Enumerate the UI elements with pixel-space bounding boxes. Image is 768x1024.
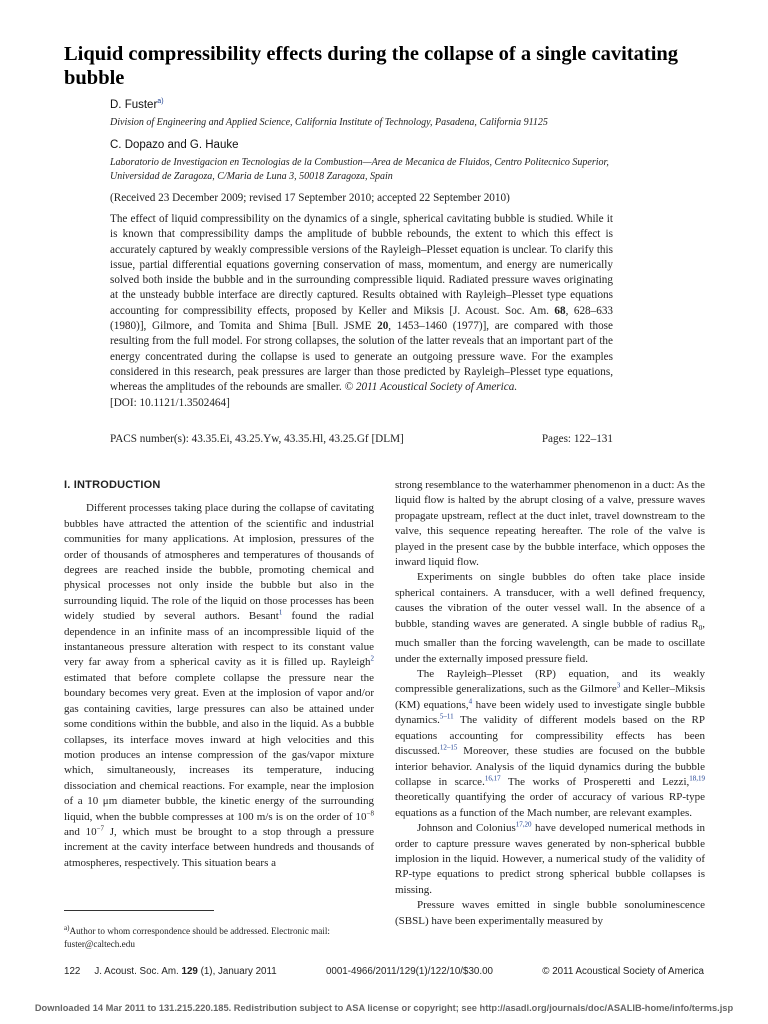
intro-paragraph-5: Pressure waves emitted in single bubble sonoluminescence (SBSL) have been experimentally measured by bbox=[395, 899, 705, 927]
page-number: 122 bbox=[64, 966, 81, 977]
paper-title: Liquid compressibility effects during the collapse of a single cavitating bubble bbox=[64, 43, 679, 89]
affiliation-caltech: Division of Engineering and Applied Science, California Institute of Technology, Pasadena, California 91125 bbox=[110, 117, 548, 128]
page-range: Pages: 122–131 bbox=[541, 433, 613, 445]
pacs-line bbox=[110, 433, 613, 445]
article-code: 0001-4966/2011/129(1)/122/10/$30.00 bbox=[325, 966, 493, 977]
pacs-numbers: PACS number(s): 43.35.Ei, 43.25.Yw, 43.35.Hl, 43.25.Gf [DLM] bbox=[110, 433, 404, 445]
reference-link[interactable]: 12–15 bbox=[439, 743, 458, 752]
intro-paragraph-1: Different processes taking place during the collapse of cavitating bubbles have attracted the attention of the scientific and industrial communities for many applications. At implosion, pressures of the order of thousands of atmospheres and temperatures of thousands of degrees are reached inside the bubble, promoting chemical and physical processes not only inside the bubble but also in the surrounding liquid. The role of the liquid on those processes has been widely studied by several authors. Besant$^1$ found the radial dependence in an infinite mass of an incompressible liquid of the instantaneous pressure alteration with respect to its constant value very far away from a spherical cavity as it is filled up. Rayleigh$^2$ estimated that before complete collapse the pressure near the boundary becomes very great. Even at the implosion of vapor and/or gas containing cavities, large pressures can also be attained under some conditions within the bubble, and also in the liquid. As a bubble collapses, its interface moves inward at high velocities and this motion produces an intense compression of the gas/vapor mixture which, simultaneously, increases its temperature, inducing dissociation and chemical reactions. For example, near the implosion of a 10 μm diameter bubble, the kinetic energy of the surrounding liquid, when the bubble compresses at 100 m/s is on the order of $10^{-8}$ and $10^{-7}$ J, which must be brought to a stop through a pressure increment at the cavity interface between hundreds and thousands of atmospheres, respectively. This situation bears a bbox=[64, 502, 375, 869]
right-column bbox=[395, 478, 705, 929]
author-name: D. Fuster bbox=[110, 99, 158, 111]
download-notice: Downloaded 14 Mar 2011 to 131.215.220.185. Redistribution subject to ASA license or copyright; see http://asadl.org/journals/doc/ASALIB-home/info/terms.jsp bbox=[34, 1003, 734, 1013]
intro-paragraph-3: The Rayleigh–Plesset (RP) equation, and its weakly compressible generalizations, such as the Gilmore$^3$ and Keller–Miksis (KM) equations,$^4$ have been widely used to investigate single bubble dynamics.$^{5-11}$ The validity of different models based on the RP equations accounting for compressibility effects has been discussed.$^{12-15}$ Moreover, these studies are focused on the bubble interior behavior. Analysis of the liquid dynamics during the bubble collapse in scarce.$^{16,17}$ The works of Prosperetti and Lezzi,$^{18,19}$ theoretically quantifying the order of accuracy of various RP-type equations as a function of the Mach number, are relevant examples. bbox=[395, 668, 706, 819]
abstract-copyright: © 2011 Acoustical Society of America. bbox=[344, 381, 518, 394]
reference-link[interactable]: 3 bbox=[616, 681, 621, 690]
author-dopazo-hauke: C. Dopazo and G. Hauke bbox=[110, 139, 239, 151]
reference-link[interactable]: 4 bbox=[468, 697, 473, 706]
footer-copyright: © 2011 Acoustical Society of America bbox=[542, 966, 704, 977]
abstract-text: The effect of liquid compressibility on the dynamics of a single, spherical cavitating bubble is studied. While it is known that compressibility damps the amplitude of bubble rebounds, the extent to which this effect is accurately captured by weakly compressible versions of the Rayleigh–Plesset equation is unclear. To clarify this issue, partial differential equations governing conservation of mass, momentum, and energy are numerically solved both inside the bubble and in the surrounding compressible liquid. Radiated pressure waves originating at the unsteady bubble interface are directly captured. Results obtained with Rayleigh–Plesset type equations accounting for compressibility effects, proposed by Keller and Miksis [J. Acoust. Soc. Am. 68, 628–633 (1980)], Gilmore, and Tomita and Shima [Bull. JSME 20, 1453–1460 (1977)], are compared with those resulting from the full model. For strong collapses, the solution of the latter reveals that an important part of the energy concentrated during the collapse is used to generate an outgoing pressure wave. For the examples considered in this research, peak pressures are larger than those predicted by Rayleigh–Plesset type equations, whereas the amplitudes of the rebounds are smaller. © 2011 Acoustical Society of America. bbox=[110, 213, 614, 394]
reference-link[interactable]: 18,19 bbox=[689, 774, 705, 783]
author-footnote-mark[interactable]: a) bbox=[157, 98, 164, 106]
section-heading: I. INTRODUCTION bbox=[64, 479, 161, 491]
intro-paragraph-1-cont: strong resemblance to the waterhammer phenomenon in a duct: As the liquid flow is halted by the abrupt closing of a valve, pressure waves propagate upstream, reflect at the duct inlet, travel downstream to the valve, this sequence repeating hereafter. The role of the valve is played in the present case by the bubble interface, which opposes the inward liquid flow. bbox=[395, 479, 705, 569]
page-footer bbox=[64, 966, 704, 977]
intro-paragraph-4: Johnson and Colonius$^{17,20}$ have developed numerical methods in order to capture pressure waves generated by non-spherical bubble implosion in the liquid. However, a numerical study of the validity of RP-type equations to predict strong spherical bubble collapses is missing. bbox=[395, 820, 705, 896]
abstract bbox=[110, 212, 613, 411]
doi[interactable]: [DOI: 10.1121/1.3502464] bbox=[110, 396, 230, 409]
reference-link[interactable]: 16,17 bbox=[484, 774, 501, 783]
reference-link[interactable]: 2 bbox=[370, 654, 374, 663]
correspondence-footnote: $^{a)}$Author to whom correspondence should be addressed. Electronic mail: fuster@caltech.edu bbox=[64, 923, 330, 949]
author-fuster bbox=[110, 99, 164, 111]
intro-paragraph-2: Experiments on single bubbles do often take place inside spherical containers. A transducer, with a well defined frequency, causes the vibration of the outer vessel wall. In the absence of a bubble, standing waves are generated. A single bubble of radius $R_0$, much smaller than the forcing wavelength, can be made to oscillate under the externally imposed pressure field. bbox=[395, 571, 705, 665]
left-column bbox=[64, 478, 374, 871]
footnote-divider bbox=[64, 910, 214, 911]
reference-link[interactable]: 17,20 bbox=[515, 820, 532, 829]
affiliation-zaragoza: Laboratorio de Investigacion en Tecnologias de la Combustion—Area de Mecanica de Fluidos, Centro Politecnico Superior, Universidad de Zaragoza, C/Maria de Luna 3, 50018 Zaragoza, Spain bbox=[110, 157, 609, 182]
footnote-mark: a) bbox=[64, 923, 70, 932]
reference-link[interactable]: 5–11 bbox=[439, 712, 454, 721]
received-dates: (Received 23 December 2009; revised 17 September 2010; accepted 22 September 2010) bbox=[110, 192, 510, 204]
reference-link[interactable]: 1 bbox=[278, 608, 283, 617]
journal-citation: J. Acoust. Soc. Am. 129 (1), January 2011 bbox=[94, 966, 277, 977]
